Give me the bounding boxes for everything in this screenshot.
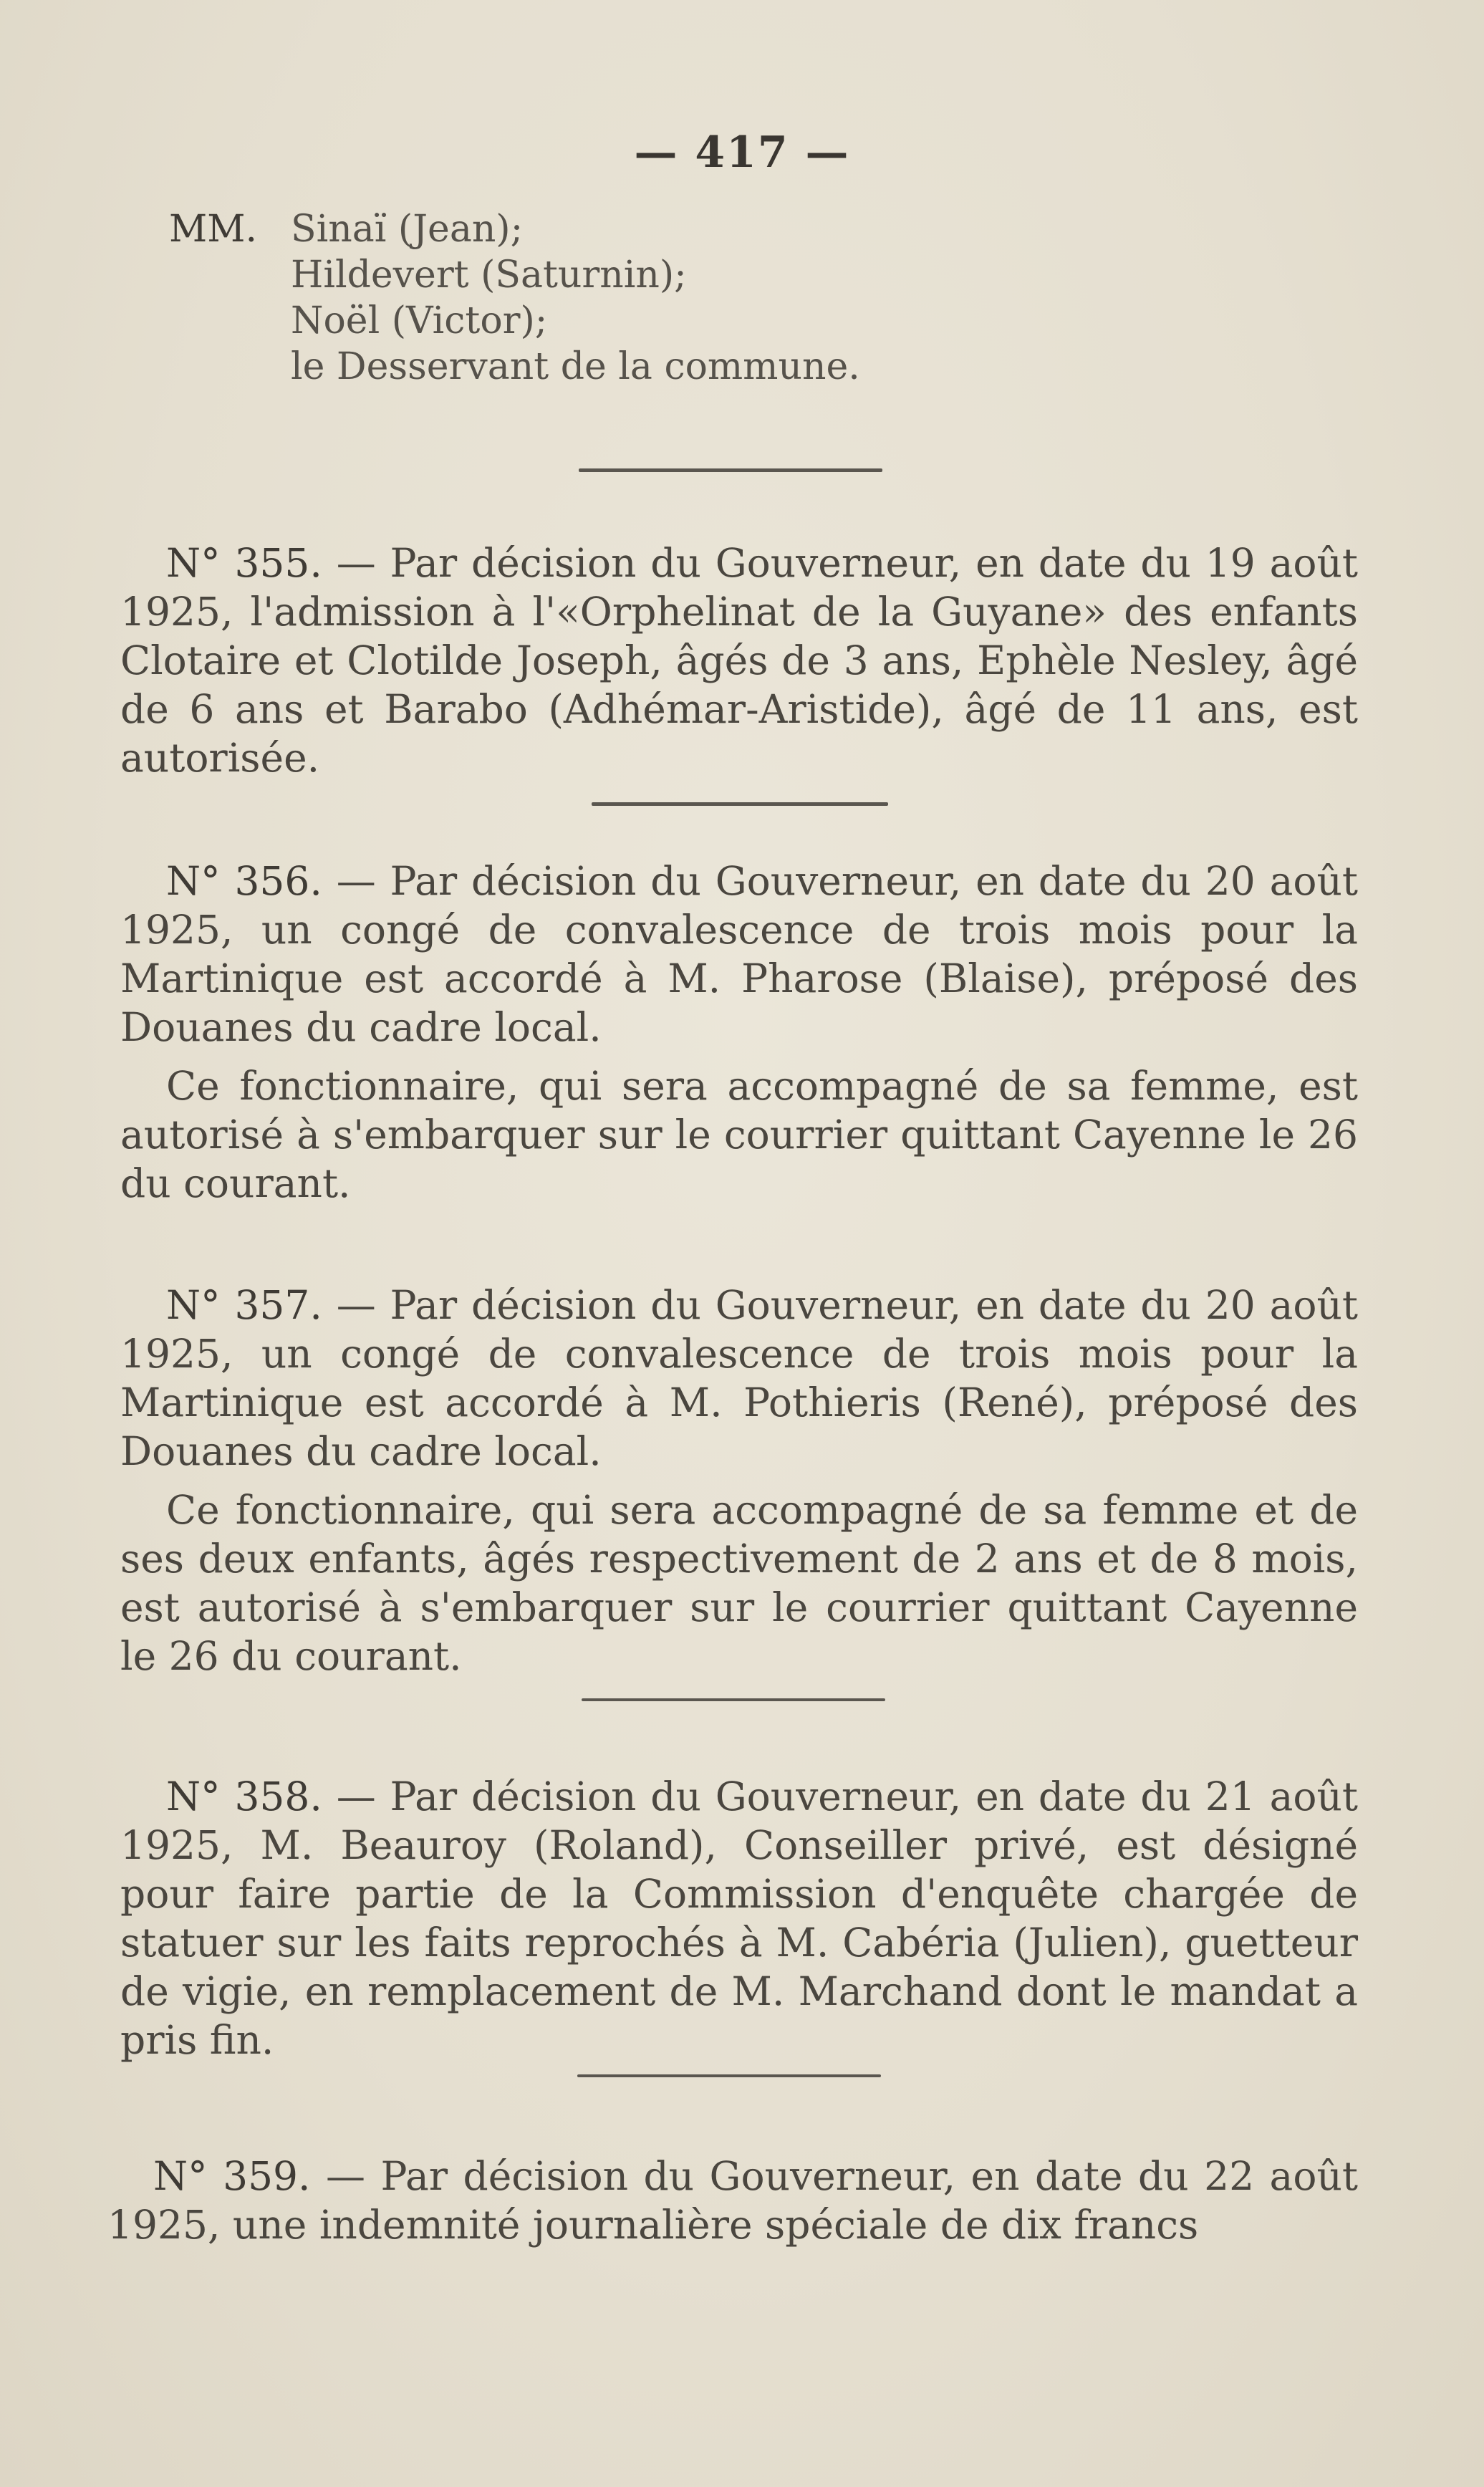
decision-entry-355	[120, 539, 1358, 782]
entry-number: N° 355.	[166, 540, 322, 586]
member-name: Sinaï (Jean);	[291, 208, 524, 251]
member-row	[169, 298, 860, 344]
entry-paragraph	[120, 1772, 1358, 2064]
member-row	[169, 206, 860, 252]
separator-rule	[579, 468, 882, 472]
member-name: Noël (Victor);	[291, 299, 548, 342]
decision-entry-359	[107, 2152, 1358, 2249]
entry-text: — Par décision du Gouverneur, en date du 21 août 1925, M. Beauroy (Roland), Conseiller privé, est désigné pour faire partie de la Commission d'enquête chargée de statuer sur les faits reprochés à M. Cabéria (Julien), guetteur de vigie, en remplacement de M. Marchand dont le mandat a pris fin.	[120, 1774, 1358, 2063]
decision-entry-358	[120, 1772, 1358, 2064]
entry-paragraph	[120, 1281, 1358, 1476]
member-name: le Desservant de la commune.	[291, 345, 860, 388]
entry-paragraph	[107, 2152, 1358, 2249]
separator-rule	[592, 802, 888, 806]
entry-text: — Par décision du Gouverneur, en date du 20 août 1925, un congé de convalescence de trois mois pour la Martinique est accordé à M. Pharose (Blaise), préposé des Douanes du cadre local.	[120, 858, 1358, 1050]
entry-paragraph	[120, 857, 1358, 1052]
entry-text: — Par décision du Gouverneur, en date du 22 août 1925, une indemnité journalière spéciale de dix francs	[107, 2153, 1358, 2248]
entry-text: — Par décision du Gouverneur, en date du 20 août 1925, un congé de convalescence de trois mois pour la Martinique est accordé à M. Pothieris (René), préposé des Douanes du cadre local.	[120, 1282, 1358, 1474]
member-name: Hildevert (Saturnin);	[291, 254, 687, 297]
entry-paragraph: Ce fonctionnaire, qui sera accompagné de sa femme et de ses deux enfants, âgés respectivement de 2 ans et de 8 mois, est autorisé à s'embarquer sur le courrier quittant Cayenne le 26 du courant.	[120, 1487, 1358, 1679]
member-row	[169, 252, 860, 298]
commission-members-list	[169, 206, 860, 390]
entry-paragraph: Ce fonctionnaire, qui sera accompagné de sa femme, est autorisé à s'embarquer sur le courrier quittant Cayenne le 26 du courant.	[120, 1063, 1358, 1206]
entry-number: N° 357.	[166, 1282, 322, 1328]
entry-number: N° 358.	[166, 1774, 322, 1819]
page-number: — 417 —	[634, 128, 850, 178]
member-row	[169, 344, 860, 390]
entry-number: N° 359.	[153, 2153, 311, 2199]
decision-entry-357	[120, 1281, 1358, 1680]
members-prefix: MM.	[169, 208, 258, 251]
separator-rule	[577, 2074, 881, 2077]
entry-text: — Par décision du Gouverneur, en date du 19 août 1925, l'admission à l'«Orphelinat de la Guyane» des enfants Clotaire et Clotilde Joseph, âgés de 3 ans, Ephèle Nesley, âgé de 6 ans et Barabo (Adhémar-Aristide), âgé de 11 ans, est autorisée.	[120, 540, 1358, 781]
separator-rule	[582, 1698, 885, 1701]
entry-number: N° 356.	[166, 858, 322, 904]
decision-entry-356	[120, 857, 1358, 1208]
entry-paragraph	[120, 539, 1358, 782]
